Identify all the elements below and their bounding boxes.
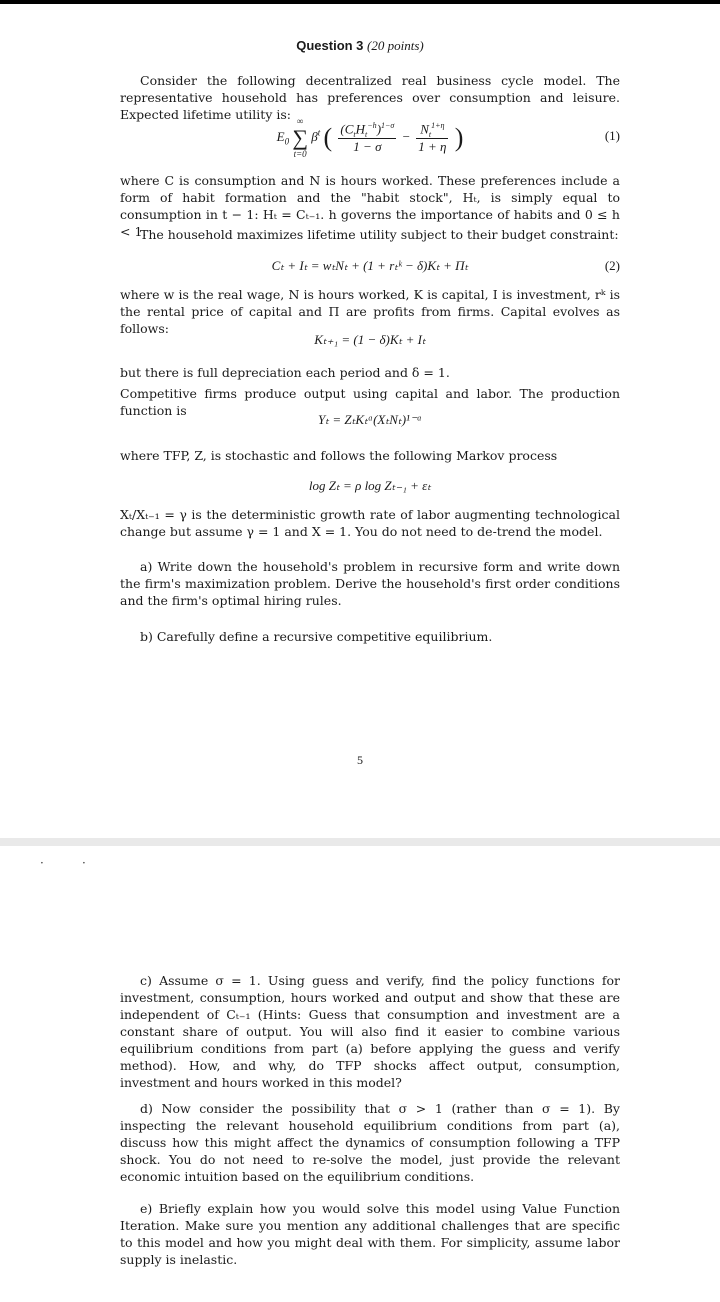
utility-equation: $E_0$ ∞ ∑ t=0 $\beta^t$ ( $\frac{(C_tH_t^{-h})^{1-\sigma}}{1 - \sigma}$ − $\frac{N_t^{1+\eta}}{1 + \eta}$ ) (1) <box>276 116 620 159</box>
part-e: e) Briefly explain how you would solve this model using Value Function Iteration. Make sure you mention any additional challenges that are specific to this model and how you might deal with them. For simplicity, assume labor supply is inelastic. <box>120 1201 620 1267</box>
part-a: a) Write down the household's problem in recursive form and write down the firm's maximization problem. Derive the household's first order conditions and the firm's optimal hiring rules. <box>120 559 620 608</box>
intro-paragraph: Consider the following decentralized real business cycle model. The representative household has preferences over consumption and leisure. Expected lifetime utility is: <box>120 73 620 122</box>
scan-speck-left: · <box>40 856 44 870</box>
budget-intro: The household maximizes lifetime utility subject to their budget constraint: <box>140 227 619 242</box>
production-function-equation: Yₜ = ZₜKₜᵅ(XₜNₜ)¹⁻ᵅ <box>318 412 422 427</box>
budget-constraint-equation <box>120 258 620 274</box>
growth-paragraph: Xₜ/Xₜ₋₁ = γ is the deterministic growth rate of labor augmenting technological change but assume γ = 1 and X = 1. You do not need to de-trend the model. <box>120 507 620 539</box>
wage-paragraph: where w is the real wage, N is hours worked, K is capital, I is investment, rᵏ is the rental price of capital and Π are profits from firms. Capital evolves as follows: <box>120 287 620 336</box>
firms-line: Competitive firms produce output using capital and labor. The production function is <box>120 386 620 418</box>
scan-speck-right: · <box>82 856 86 870</box>
capital-accumulation-equation: Kₜ₊₁ = (1 − δ)Kₜ + Iₜ <box>314 332 426 347</box>
part-c: c) Assume σ = 1. Using guess and verify, find the policy functions for investment, consumption, hours worked and output and show that these are independent of Cₜ₋₁ (Hints: Guess that consumption and investment are a constant share of output. You will also find it easier to combine various equilibrium conditions from part (a) before applying the guess and verify method). How, and why, do TFP shocks affect output, consumption, investment and hours worked in this model? <box>120 973 620 1090</box>
part-d: d) Now consider the possibility that σ > 1 (rather than σ = 1). By inspecting the relevant household equilibrium conditions from part (a), discuss how this might affect the dynamics of consumption following a TFP shock. You do not need to re-solve the model, just provide the relevant economic intuition based on the equilibrium conditions. <box>120 1101 620 1184</box>
page-number: 5 <box>357 753 363 767</box>
equation-2-number: (2) <box>604 258 620 273</box>
tfp-process-equation: log Zₜ = ρ log Zₜ₋₁ + εₜ <box>308 478 432 493</box>
page-separator <box>0 838 720 846</box>
question-title: Question 3 (20 points) <box>296 38 424 53</box>
page-6 <box>0 846 720 1302</box>
equation-1-number: (1) <box>604 128 620 143</box>
page-5 <box>0 4 720 839</box>
budget-constraint-text: Cₜ + Iₜ = wₜNₜ + (1 + rₜᵏ − δ)Kₜ + Πₜ <box>271 258 469 273</box>
part-b: b) Carefully define a recursive competitive equilibrium. <box>140 629 493 644</box>
depreciation-line: but there is full depreciation each period and δ = 1. <box>120 365 450 380</box>
tfp-line: where TFP, Z, is stochastic and follows the following Markov process <box>120 448 558 463</box>
habit-paragraph: where C is consumption and N is hours worked. These preferences include a form of habit formation and the "habit stock", Hₜ, is simply equal to consumption in t − 1: Hₜ = Cₜ₋₁. h governs the importance of habits and 0 ≤ h < 1. <box>120 173 620 239</box>
